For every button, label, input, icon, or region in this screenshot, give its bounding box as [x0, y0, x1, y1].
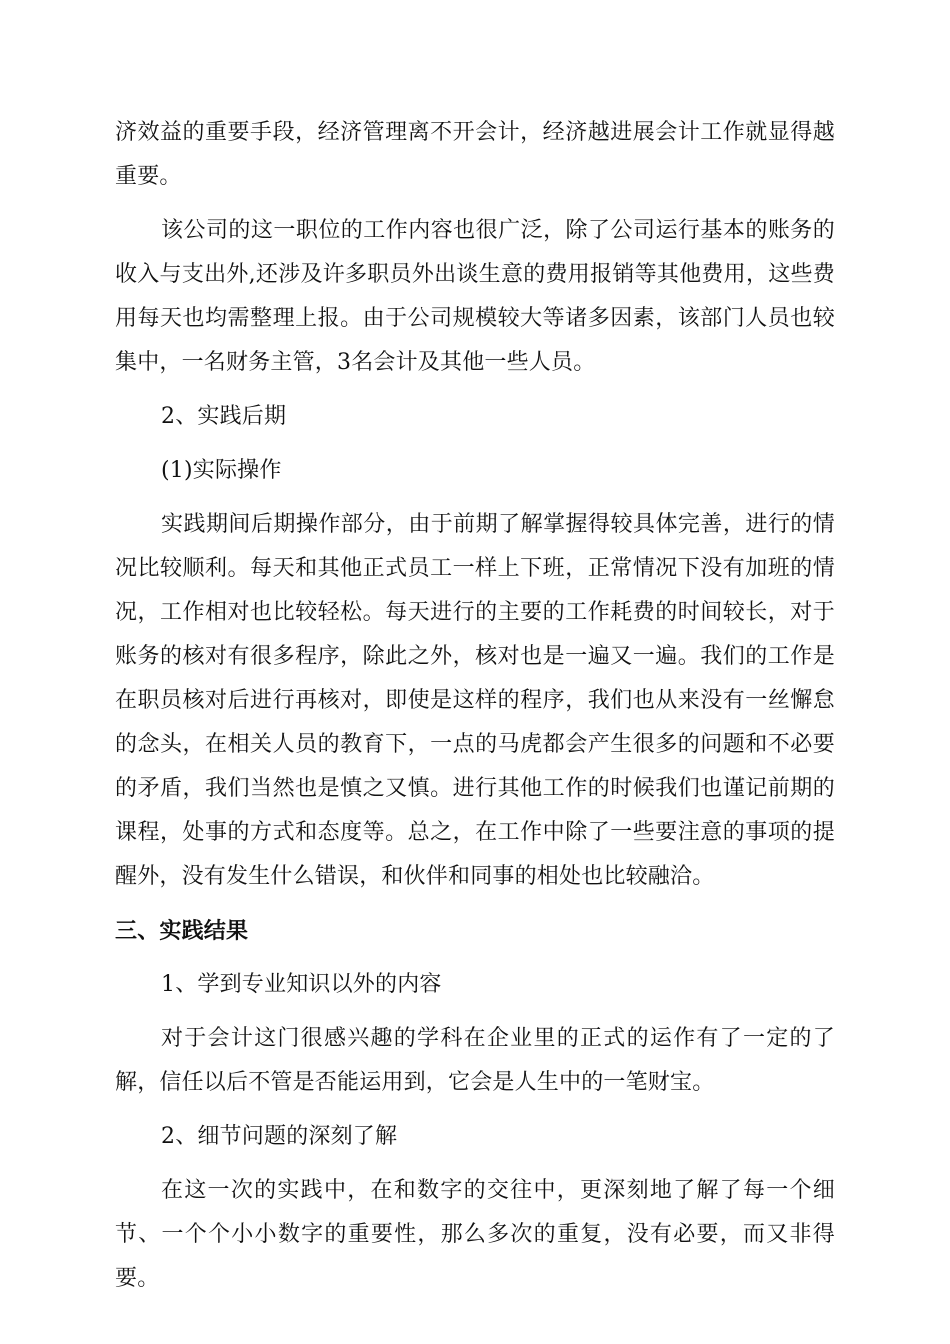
paragraph-operation-details: 实践期间后期操作部分，由于前期了解掌握得较具体完善，进行的情况比较顺利。每天和其他正式员工一样上下班，正常情况下没有加班的情况，工作相对也比较轻松。每天进行的主要的工作耗费的时间较长，对于账务的核对有很多程序，除此之外，核对也是一遍又一遍。我们的工作是在职员核对后进行再核对，即使是这样的程序，我们也从来没有一丝懈怠的念头，在相关人员的教育下，一点的马虎都会产生很多的问题和不必要的矛盾，我们当然也是慎之又慎。进行其他工作的时候我们也谨记前期的课程，处事的方式和态度等。总之，在工作中除了一些要注意的事项的提醒外，没有发生什么错误，和伙伴和同事的相处也比较融洽。 [115, 512, 835, 889]
paragraph-continued-economic-benefits: 济效益的重要手段，经济管理离不开会计，经济越进展会计工作就显得越重要。 [115, 120, 835, 189]
document-body [115, 111, 835, 1301]
paragraph-job-content: 该公司的这一职位的工作内容也很广泛，除了公司运行基本的账务的收入与支出外,还涉及许多职员外出谈生意的费用报销等其他费用，这些费用每天也均需整理上报。由于公司规模较大等诸多因素，该部门人员也较集中，一名财务主管，3名会计及其他一些人员。 [115, 218, 835, 375]
paragraph-accounting-interest: 对于会计这门很感兴趣的学科在企业里的正式的运作有了一定的了解，信任以后不管是否能运用到，它会是人生中的一笔财宝。 [115, 1026, 835, 1095]
subheading-detail-understanding: 2、细节问题的深刻了解 [161, 1124, 398, 1149]
subheading-learned-beyond-professional-knowledge: 1、学到专业知识以外的内容 [161, 972, 442, 997]
subheading-actual-operation: (1)实际操作 [161, 458, 282, 483]
paragraph-numbers-importance: 在这一次的实践中，在和数字的交往中，更深刻地了解了每一个细节、一个个小小数字的重要性，那么多次的重复，没有必要，而又非得要。 [115, 1178, 835, 1291]
section-heading-practice-results: 三、实践结果 [115, 918, 249, 944]
subheading-practice-later-stage: 2、实践后期 [161, 404, 287, 429]
